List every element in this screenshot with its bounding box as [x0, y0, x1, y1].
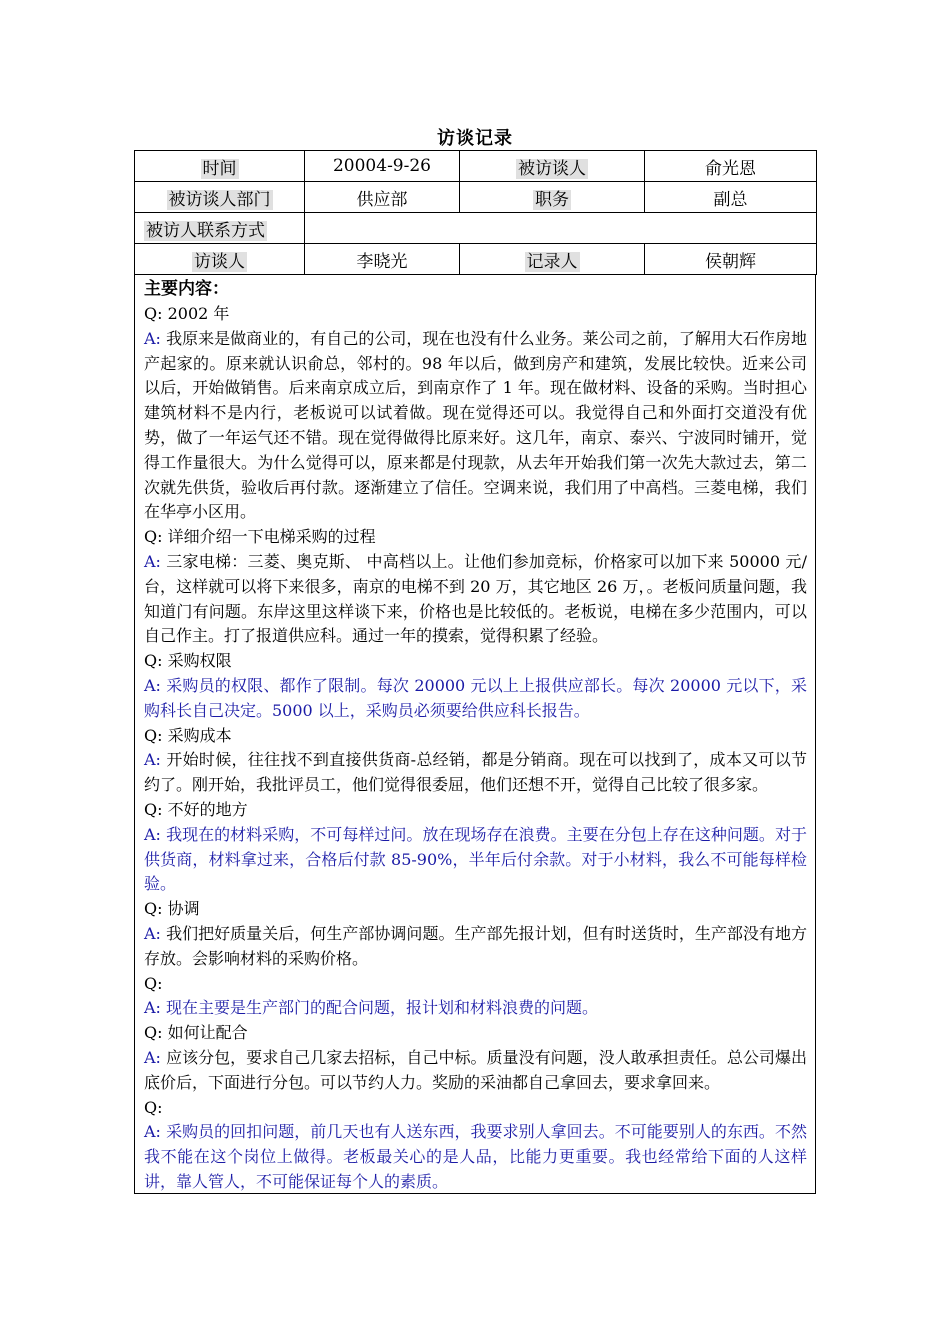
qa-list — [135, 274, 815, 1195]
answer-text: 采购员的权限、都作了限制。每次 20000 元以上上报供应部长。每次 20000 元以下，采购科长自己决定。5000 以上，采购员必须要给供应科长报告。 — [144, 675, 807, 720]
answer — [144, 996, 807, 1021]
table-row — [135, 182, 817, 213]
answer-label: A: — [144, 1122, 161, 1142]
answer-text: 开始时候，往往找不到直接供货商-总经销，都是分销商。现在可以找到了，成本又可以节约了。刚开始，我批评员工，他们觉得很委屈，他们还想不开，觉得自己比较了很多家。 — [144, 750, 807, 795]
answer — [144, 550, 807, 649]
question: Q: 2002 年 — [144, 304, 230, 323]
contact-value — [305, 213, 817, 244]
interviewer-label: 访谈人 — [194, 251, 245, 272]
info-table — [134, 150, 817, 275]
position-value: 副总 — [645, 182, 817, 213]
answer-label: A: — [144, 328, 161, 348]
answer — [144, 674, 807, 724]
question: Q: 采购成本 — [144, 725, 232, 745]
answer-label: A: — [144, 824, 161, 844]
interviewee-value: 俞光恩 — [645, 151, 817, 182]
time-value: 20004-9-26 — [305, 151, 460, 182]
dept-value: 供应部 — [305, 182, 460, 213]
answer-label: A: — [144, 551, 161, 571]
answer-label: A: — [144, 923, 161, 943]
content-heading: 主要内容： — [144, 279, 229, 299]
table-row — [135, 213, 817, 244]
main-content — [134, 274, 816, 1194]
answer — [144, 1046, 807, 1096]
answer-label: A: — [144, 1047, 161, 1067]
answer-label: A: — [144, 675, 161, 695]
answer — [144, 1120, 807, 1194]
table-row — [135, 151, 817, 182]
dept-label: 被访谈人部门 — [168, 189, 271, 210]
table-row — [135, 244, 817, 275]
contact-label: 被访人联系方式 — [146, 220, 265, 241]
question: Q: 协调 — [144, 899, 200, 919]
question: Q: 不好的地方 — [144, 799, 248, 819]
answer-text: 现在主要是生产部门的配合问题，报计划和材料浪费的问题。 — [166, 998, 599, 1018]
recorder-value: 侯朝辉 — [645, 244, 817, 275]
question: Q: — [144, 973, 163, 993]
time-label: 时间 — [202, 158, 237, 179]
answer-text: 采购员的回扣问题，前几天也有人送东西，我要求别人拿回去。不可能要别人的东西。不然我不能在这个岗位上做得。老板最关心的是人品，比能力更重要。我也经常给下面的人这样讲，靠人管人，不可能保证每个人的素质。 — [144, 1122, 807, 1191]
answer-text: 我们把好质量关后，何生产部协调问题。生产部先报计划，但有时送货时，生产部没有地方存放。会影响材料的采购价格。 — [144, 923, 807, 968]
answer-text: 三家电梯：三菱、奥克斯、 中高档以上。让他们参加竞标，价格家可以加下来 50000 元/台，这样就可以将下来很多，南京的电梯不到 20 万，其它地区 26 万，。老板问质量问题，我知道门有问题。东岸这里这样谈下来，价格也是比较低的。老板说，电梯在多少范围内，可以自己作主。打了报道供应科。通过一年的摸索，觉得积累了经验。 — [144, 551, 807, 646]
answer — [144, 922, 807, 972]
answer-text: 我原来是做商业的，有自己的公司，现在也没有什么业务。莱公司之前，了解用大石作房地产起家的。原来就认识俞总，邻村的。98 年以后，做到房产和建筑，发展比较快。近来公司以后，开始做销售。后来南京成立后，到南京作了 1 年。现在做材料、设备的采购。当时担心建筑材料不是内行，老板说可以试着做。现在觉得还可以。我觉得自己和外面打交道没有优势，做了一年运气还不错。现在觉得做得比原来好。这几年，南京、泰兴、宁波同时铺开，觉得工作量很大。为什么觉得可以，原来都是付现款，从去年开始我们第一次先大款过去，第二次就先供货，验收后再付款。逐渐建立了信任。空调来说，我们用了中高档。三菱电梯，我们在华亭小区用。 — [144, 328, 807, 522]
interviewer-value: 李晓光 — [305, 244, 460, 275]
answer — [144, 327, 807, 525]
answer-text: 我现在的材料采购，不可每样过问。放在现场存在浪费。主要在分包上存在这种问题。对于供货商，材料拿过来，合格后付款 85-90%，半年后付余款。对于小材料，我么不可能每样检验。 — [144, 824, 807, 894]
interviewee-label: 被访谈人 — [518, 158, 586, 179]
question: Q: 详细介绍一下电梯采购的过程 — [144, 527, 376, 547]
answer-label: A: — [144, 750, 161, 770]
answer — [144, 823, 807, 897]
position-label: 职务 — [535, 189, 569, 210]
question: Q: 采购权限 — [144, 651, 232, 671]
answer — [144, 748, 807, 798]
page-title: 访谈记录 — [437, 128, 513, 149]
answer-text: 应该分包，要求自己几家去招标，自己中标。质量没有问题，没人敢承担责任。总公司爆出底价后，下面进行分包。可以节约人力。奖励的采油都自己拿回去，要求拿回来。 — [144, 1047, 807, 1092]
recorder-label: 记录人 — [526, 251, 578, 272]
question: Q: 如何让配合 — [144, 1023, 248, 1043]
question: Q: — [144, 1097, 163, 1117]
answer-label: A: — [144, 998, 161, 1018]
